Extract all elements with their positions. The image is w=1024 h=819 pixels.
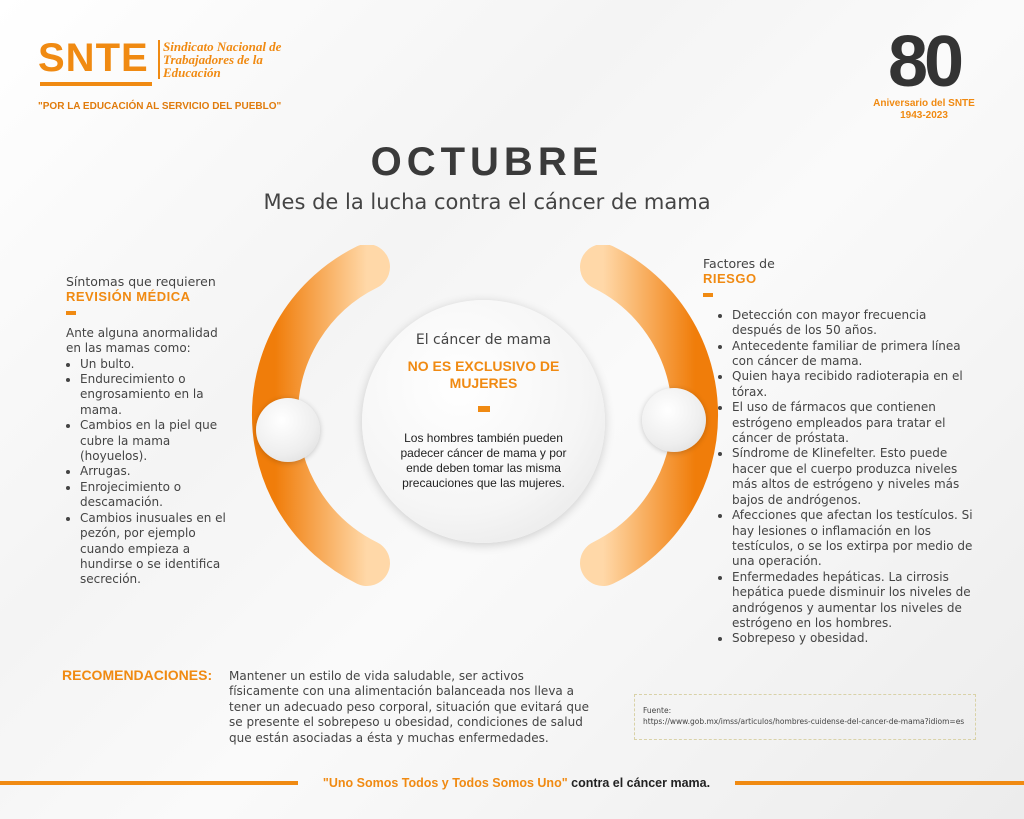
- symptoms-dash: [66, 311, 76, 315]
- symptoms-highlight: REVISIÓN MÉDICA: [66, 289, 191, 305]
- symptoms-list: [66, 357, 236, 588]
- symptoms-heading: Síntomas que requieren: [66, 274, 216, 289]
- list-item: • Endurecimiento o engrosamiento en la mama.: [80, 372, 236, 418]
- center-body: Los hombres también pueden padecer cáncer de mama y por ende deben tomar las misma precauciones que las mujeres.: [400, 431, 567, 490]
- recommendations-label: RECOMENDACIONES:: [62, 667, 213, 683]
- anniversary-number: 80: [887, 22, 961, 102]
- footer-rest: contra el cáncer mama.: [567, 776, 711, 790]
- center-dash: [478, 406, 490, 412]
- list-item: • El uso de fármacos que contienen estrógeno empleados para tratar el cáncer de próstata.: [732, 400, 973, 446]
- risk-highlight: RIESGO: [703, 271, 757, 287]
- center-circle: [362, 300, 605, 543]
- anniversary-label: [866, 98, 982, 122]
- list-item: • Enrojecimiento o descamación.: [80, 480, 236, 511]
- page-subtitle: Mes de la lucha contra el cáncer de mama: [263, 190, 711, 214]
- logo-underline: [40, 82, 152, 86]
- symptoms-intro: Ante alguna anormalidad en las mamas como:: [66, 325, 218, 356]
- anniversary-text: Aniversario del SNTE: [873, 98, 975, 109]
- source-box: [634, 694, 976, 740]
- footer-motto: [298, 776, 735, 790]
- list-item: • Un bulto.: [80, 357, 236, 372]
- risk-section: [703, 256, 973, 647]
- page-title: OCTUBRE: [370, 140, 604, 184]
- slogan: "POR LA EDUCACIÓN AL SERVICIO DEL PUEBLO": [38, 101, 282, 112]
- footer-line-right: [735, 781, 1024, 785]
- footer-line-left: [0, 781, 298, 785]
- union-name: Sindicato Nacional de Trabajadores de la Educación: [158, 40, 293, 79]
- list-item: • Antecedente familiar de primera línea con cáncer de mama.: [732, 339, 973, 370]
- list-item: • Enfermedades hepáticas. La cirrosis hepática puede disminuir los niveles de andrógenos y aumentar los niveles de estrógeno en los hombres.: [732, 570, 973, 632]
- right-arc-knob: [642, 388, 706, 452]
- list-item: • Quien haya recibido radioterapia en el tórax.: [732, 369, 973, 400]
- list-item: • Afecciones que afectan los testículos. Si hay lesiones o inflamación en los testículos, o se los extirpa por medio de una operación.: [732, 508, 973, 570]
- list-item: • Cambios en la piel que cubre la mama (hoyuelos).: [80, 418, 236, 464]
- list-item: • Arrugas.: [80, 464, 236, 479]
- anniversary-years: 1943-2023: [900, 110, 948, 121]
- left-arc-knob: [256, 398, 320, 462]
- list-item: • Sobrepeso y obesidad.: [732, 631, 973, 646]
- anniversary-badge: [866, 22, 982, 122]
- source-label: Fuente:: [643, 706, 672, 715]
- center-highlight: NO ES EXCLUSIVO DE MUJERES: [407, 358, 560, 391]
- recommendations-text: Mantener un estilo de vida saludable, ser activos físicamente con una alimentación balanceada nos lleva a tener un adecuado peso corporal, situación que evitará que se presente el sobrepeso u obesidad, condiciones de salud que están asociadas a ésta y muchas enfermedades.: [229, 669, 589, 745]
- list-item: • Detección con mayor frecuencia después de los 50 años.: [732, 308, 973, 339]
- risk-dash: [703, 293, 713, 297]
- footer-quote: "Uno Somos Todos y Todos Somos Uno": [322, 776, 568, 790]
- list-item: • Cambios inusuales en el pezón, por ejemplo cuando empieza a hundirse o se identifica secreción.: [80, 511, 236, 588]
- risk-list: [703, 308, 973, 647]
- symptoms-section: [66, 274, 236, 588]
- snte-logo: SNTE: [38, 36, 149, 80]
- risk-heading: Factores de: [703, 256, 775, 271]
- list-item: • Síndrome de Klinefelter. Esto puede hacer que el cuerpo produzca niveles más altos de estrógeno y niveles más bajos de andrógenos.: [732, 446, 973, 508]
- center-heading: El cáncer de mama: [415, 332, 552, 348]
- source-url[interactable]: https://www.gob.mx/imss/articulos/hombres-cuidense-del-cancer-de-mama?idiom=es: [643, 717, 965, 726]
